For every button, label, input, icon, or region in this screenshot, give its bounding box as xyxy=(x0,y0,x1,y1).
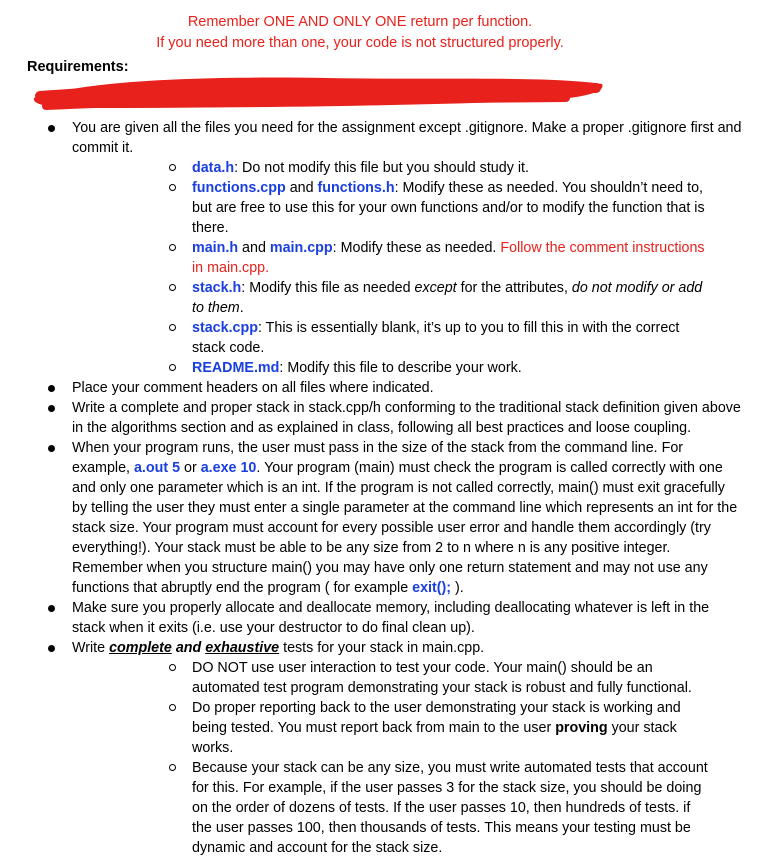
filename: data.h xyxy=(192,160,235,176)
gitignore-text: You are given all the files you need for the assignment except .gitignore. Make a proper .gitignore first and commit it. xyxy=(72,120,742,156)
circle-bullet-icon xyxy=(169,364,176,371)
item-text: and xyxy=(238,240,270,256)
circle-bullet-icon xyxy=(169,184,176,191)
command-example: a.out 5 xyxy=(133,460,181,476)
filename: functions.cpp xyxy=(192,180,286,196)
bullet-icon xyxy=(48,445,55,452)
redaction-scribble xyxy=(26,70,610,112)
requirements-heading: Requirements: xyxy=(27,59,129,75)
item-text: DO NOT use user interaction to test your code. Your main() should be an automated test program demonstrating your stack is robust and fully functional. xyxy=(192,660,692,696)
filename: main.h xyxy=(192,240,239,256)
circle-bullet-icon xyxy=(169,704,176,711)
emphasis: do not modify or add to them xyxy=(192,280,703,316)
list-item xyxy=(72,658,742,698)
item-text: ). xyxy=(451,580,464,596)
requirements-list xyxy=(0,118,772,858)
bullet-icon xyxy=(48,125,55,132)
circle-bullet-icon xyxy=(169,284,176,291)
list-item xyxy=(72,278,742,318)
emphasis-complete: complete xyxy=(109,640,172,656)
list-item xyxy=(0,598,772,638)
bullet-icon xyxy=(48,405,55,412)
item-text: for the attributes, xyxy=(456,280,572,296)
headers-text: Place your comment headers on all files where indicated. xyxy=(72,380,434,396)
list-item xyxy=(72,758,742,858)
item-text: : Modify these as needed. You shouldn’t need to, but are free to use this for your own functions and/or to modify the function that is there. xyxy=(192,180,705,236)
item-text: Because your stack can be any size, you must write automated tests that account for this. For example, if the user passes 3 for the stack size, you should be doing on the order of dozens of tests. If the user passes 10, then hundreds of tests. if the user passes 100, then thousands of tests. This means your testing must be dynamic and account for the stack size. xyxy=(192,760,708,856)
main-instruction-highlight: Follow the comment instructions in main.cpp. xyxy=(192,240,705,276)
list-item xyxy=(72,158,742,178)
bullet-icon xyxy=(48,385,55,392)
item-text: : Modify these as needed. xyxy=(332,240,501,256)
memory-text: Make sure you properly allocate and deallocate memory, including deallocating whatever is left in the stack when it exits (i.e. use your destructor to do final clean up). xyxy=(72,600,710,636)
item-text: tests for your stack in main.cpp. xyxy=(279,640,485,656)
item-text: : Modify this file to describe your work. xyxy=(279,360,522,376)
item-text: Do proper reporting back to the user demonstrating your stack is working and being tested. You must report back from main to the user xyxy=(192,700,681,736)
filename: functions.h xyxy=(317,180,395,196)
circle-bullet-icon xyxy=(169,244,176,251)
filename: README.md xyxy=(192,360,280,376)
list-item xyxy=(0,378,772,398)
notice-line-2: If you need more than one, your code is not structured properly. xyxy=(156,35,564,51)
filename: main.cpp xyxy=(269,240,333,256)
list-item xyxy=(72,318,742,358)
list-item xyxy=(0,118,772,378)
item-text: When your program runs, the user must pass in the size of the stack from the command line. For example, xyxy=(72,440,684,476)
item-text: or xyxy=(180,460,201,476)
code-exit: exit(); xyxy=(412,580,452,596)
filename: stack.h xyxy=(192,280,242,296)
return-notice xyxy=(0,12,720,54)
item-text: : Modify this file as needed xyxy=(241,280,415,296)
list-item xyxy=(0,438,772,598)
item-text: your stack works. xyxy=(192,720,677,756)
emphasis-proving: proving xyxy=(555,720,608,736)
item-text: and xyxy=(285,180,318,196)
circle-bullet-icon xyxy=(169,764,176,771)
bullet-icon xyxy=(48,605,55,612)
circle-bullet-icon xyxy=(169,324,176,331)
requirements-body xyxy=(0,118,772,858)
list-item xyxy=(0,398,772,438)
circle-bullet-icon xyxy=(169,664,176,671)
bullet-icon xyxy=(48,645,55,652)
list-item xyxy=(72,698,742,758)
filename: stack.cpp xyxy=(192,320,258,336)
item-text: : This is essentially blank, it’s up to you to fill this in with the correct stack code. xyxy=(192,320,680,356)
item-text: : Do not modify this file but you should study it. xyxy=(234,160,529,176)
list-item xyxy=(72,178,742,238)
list-item xyxy=(72,238,742,278)
write-stack-text: Write a complete and proper stack in stack.cpp/h conforming to the traditional stack definition given above in the algorithms section and as explained in class, following all best practices and loose coupling. xyxy=(72,400,741,436)
emphasis-exhaustive: exhaustive xyxy=(205,640,280,656)
command-example: a.exe 10 xyxy=(200,460,257,476)
emphasis-and: and xyxy=(171,640,206,656)
notice-line-1: Remember ONE AND ONLY ONE return per function. xyxy=(187,14,533,30)
item-text: . xyxy=(239,300,244,316)
item-text: Write xyxy=(72,640,110,656)
circle-bullet-icon xyxy=(169,164,176,171)
list-item xyxy=(72,358,742,378)
item-text: . Your program (main) must check the program is called correctly with one and only one parameter which is an int. If the program is not called correctly, main() must exit gracefully by telling the user they must enter a single parameter at the command line which represents an int for the stack size. Your program must account for every possible user error and handle them accordingly (try everything!). Your stack must be able to be any size from 2 to n where n is any positive integer. Remember when you structure main() you may have only one return statement and may not use any functions that abruptly end the program ( for example xyxy=(72,460,738,596)
emphasis: except xyxy=(414,280,457,296)
files-sublist xyxy=(72,158,742,378)
tests-sublist xyxy=(72,658,742,858)
list-item xyxy=(0,638,772,858)
